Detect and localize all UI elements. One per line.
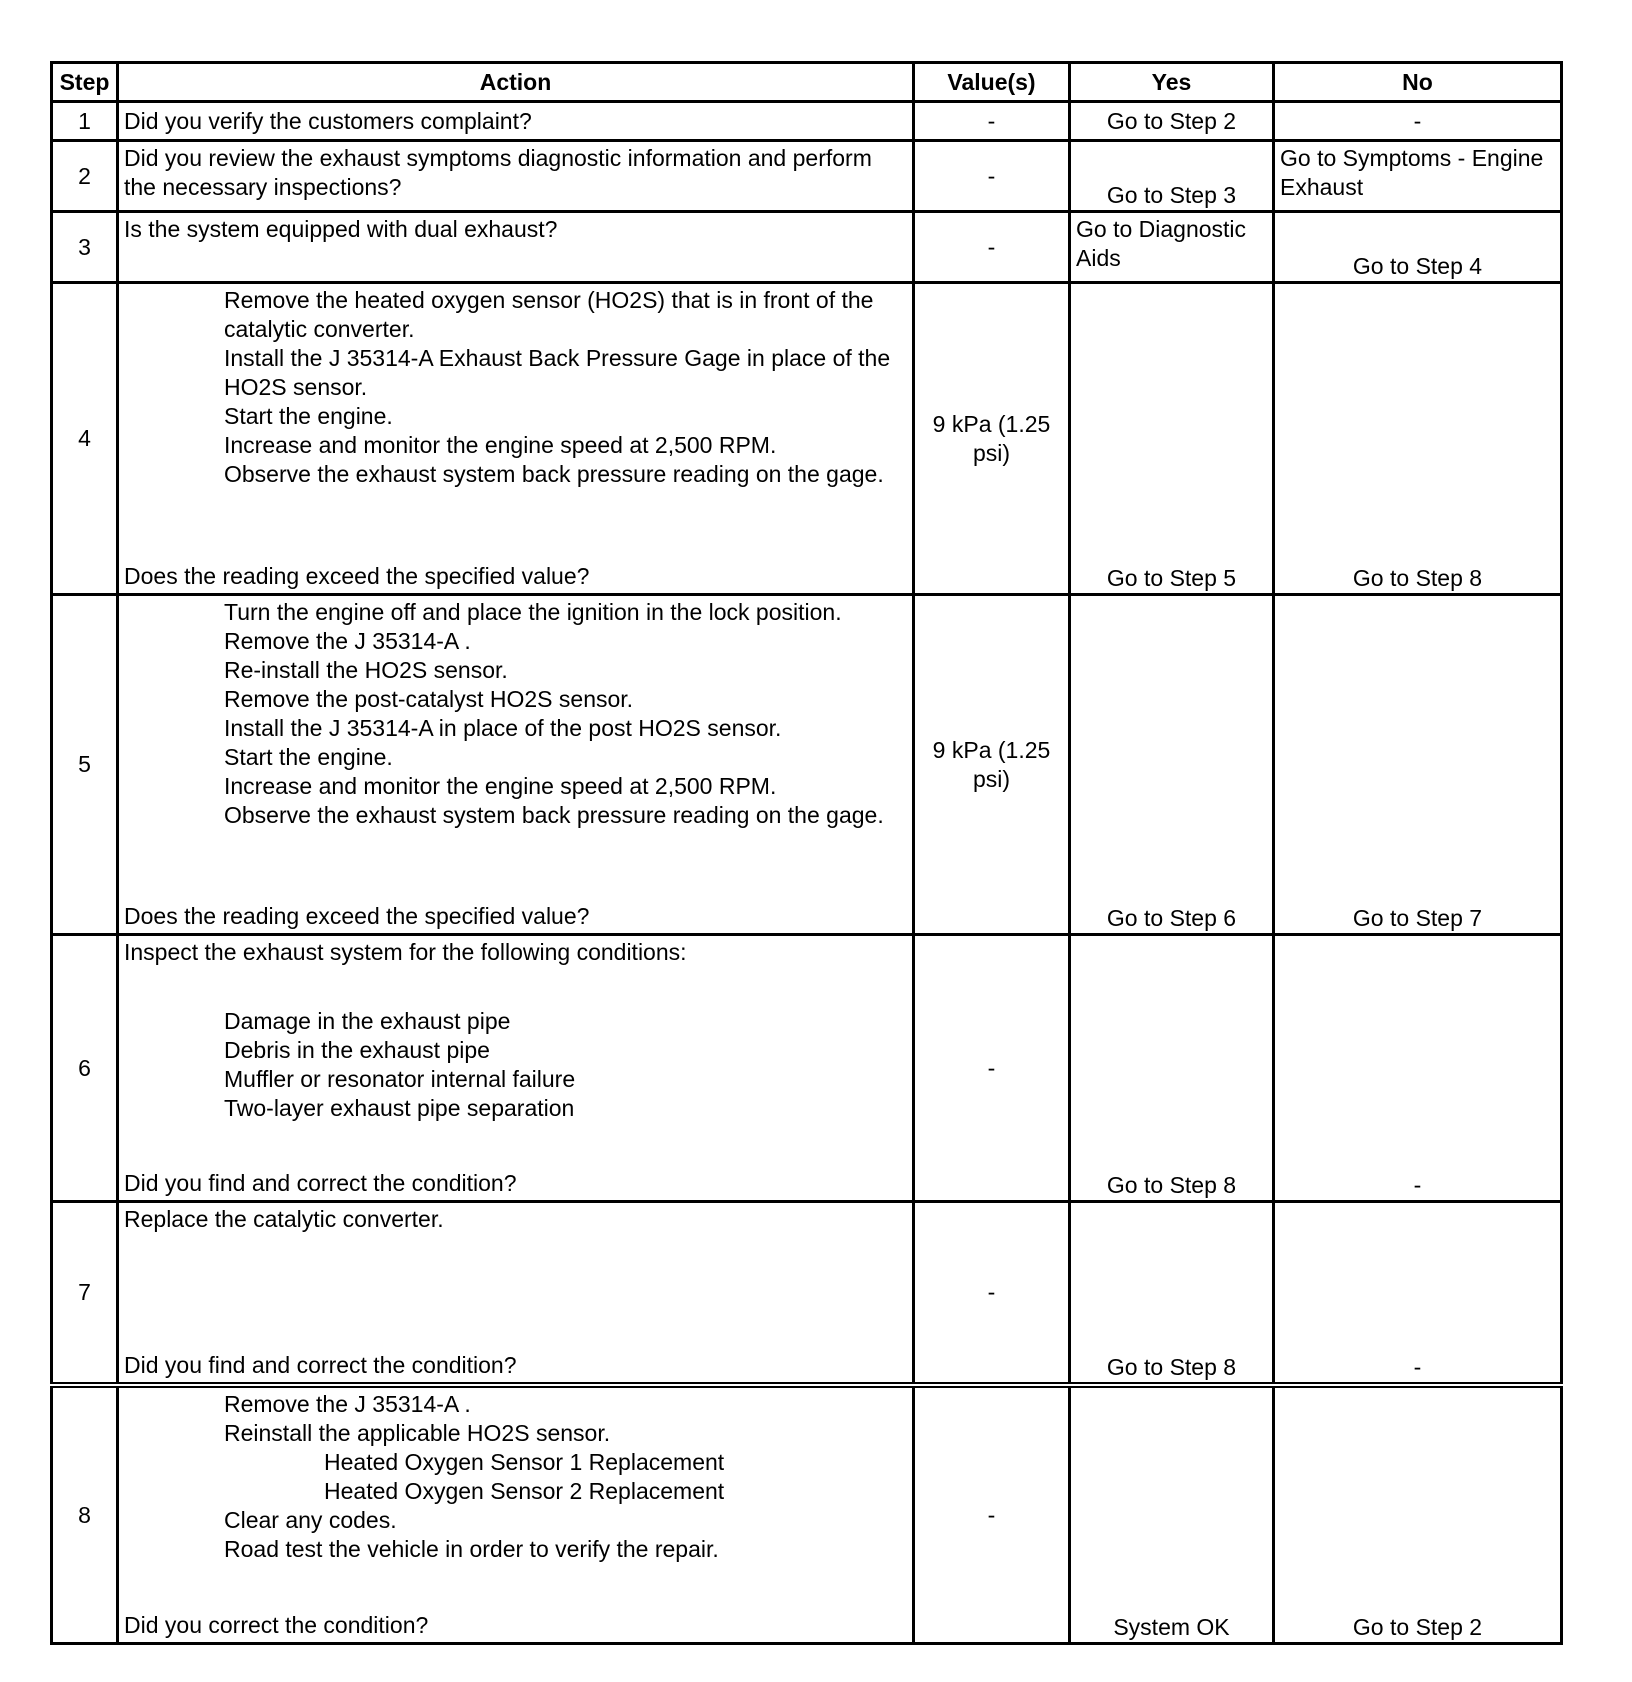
- instruction-item: Remove the J 35314-A .: [224, 1391, 471, 1417]
- value-cell: -: [914, 1202, 1070, 1386]
- condition-item: Two-layer exhaust pipe separation: [224, 1095, 575, 1121]
- instruction-item: Observe the exhaust system back pressure reading on the gage.: [224, 802, 884, 828]
- header-row: [52, 63, 1562, 102]
- instruction-item: Start the engine.: [224, 744, 393, 770]
- yes-cell: Go to Step 8: [1070, 935, 1274, 1202]
- table-row: [52, 141, 1562, 212]
- no-cell: -: [1274, 102, 1562, 141]
- table-row: [52, 935, 1562, 1202]
- instruction-item: Remove the post-catalyst HO2S sensor.: [224, 686, 634, 712]
- header-yes: Yes: [1070, 63, 1274, 102]
- table-row: [52, 595, 1562, 935]
- header-values: Value(s): [914, 63, 1070, 102]
- value-cell: -: [914, 141, 1070, 212]
- step-number: 4: [52, 283, 118, 595]
- diagnostic-table: [50, 61, 1563, 1645]
- instruction-item: Clear any codes.: [224, 1507, 397, 1533]
- instruction-item: Install the J 35314-A Exhaust Back Pressure Gage in place of the HO2S sensor.: [224, 345, 891, 400]
- no-cell: Go to Step 8: [1274, 283, 1562, 595]
- action-question: Did you find and correct the condition?: [124, 1352, 517, 1378]
- step-number: 7: [52, 1202, 118, 1386]
- action-cell: [118, 1202, 914, 1386]
- header-step: Step: [52, 63, 118, 102]
- no-cell: -: [1274, 1202, 1562, 1386]
- yes-cell: Go to Diagnostic Aids: [1070, 212, 1274, 283]
- instruction-item: Reinstall the applicable HO2S sensor.: [224, 1420, 611, 1446]
- action-intro: Replace the catalytic converter.: [124, 1206, 444, 1232]
- action-intro: Inspect the exhaust system for the following conditions:: [124, 939, 687, 965]
- action-question: Did you correct the condition?: [124, 1612, 429, 1638]
- yes-cell: Go to Step 8: [1070, 1202, 1274, 1386]
- action-cell: [118, 1385, 914, 1644]
- action-question: Does the reading exceed the specified value?: [124, 563, 590, 589]
- action-cell: [118, 935, 914, 1202]
- instruction-item: Remove the J 35314-A .: [224, 628, 471, 654]
- condition-item: Damage in the exhaust pipe: [224, 1008, 511, 1034]
- yes-cell: Go to Step 2: [1070, 102, 1274, 141]
- instruction-item: Re-install the HO2S sensor.: [224, 657, 508, 683]
- value-cell: 9 kPa (1.25 psi): [914, 283, 1070, 595]
- yes-cell: Go to Step 5: [1070, 283, 1274, 595]
- step-number: 8: [52, 1385, 118, 1644]
- action-question: Does the reading exceed the specified value?: [124, 903, 590, 929]
- action-question: Did you find and correct the condition?: [124, 1170, 517, 1196]
- no-cell: Go to Step 2: [1274, 1385, 1562, 1644]
- yes-cell: System OK: [1070, 1385, 1274, 1644]
- action-text: Did you review the exhaust symptoms diagnostic information and perform the necessary inspections?: [118, 141, 914, 212]
- condition-item: Muffler or resonator internal failure: [224, 1066, 576, 1092]
- yes-cell: Go to Step 6: [1070, 595, 1274, 935]
- action-cell: [118, 283, 914, 595]
- yes-cell: Go to Step 3: [1070, 141, 1274, 212]
- table-row: [52, 1385, 1562, 1644]
- table-row: [52, 212, 1562, 283]
- no-cell: Go to Step 4: [1274, 212, 1562, 283]
- action-cell: [118, 595, 914, 935]
- step-number: 3: [52, 212, 118, 283]
- step-number: 1: [52, 102, 118, 141]
- value-cell: -: [914, 935, 1070, 1202]
- table-row: [52, 102, 1562, 141]
- instruction-item: Increase and monitor the engine speed at 2,500 RPM.: [224, 432, 777, 458]
- condition-item: Debris in the exhaust pipe: [224, 1037, 490, 1063]
- value-cell: -: [914, 102, 1070, 141]
- no-cell: Go to Step 7: [1274, 595, 1562, 935]
- action-text: Did you verify the customers complaint?: [118, 102, 914, 141]
- no-cell: Go to Symptoms - Engine Exhaust: [1274, 141, 1562, 212]
- instruction-item: Road test the vehicle in order to verify the repair.: [224, 1536, 719, 1562]
- table-row: [52, 283, 1562, 595]
- step-number: 6: [52, 935, 118, 1202]
- instruction-item: Remove the heated oxygen sensor (HO2S) that is in front of the catalytic converter.: [224, 287, 874, 342]
- table-row: [52, 1202, 1562, 1386]
- value-cell: -: [914, 1385, 1070, 1644]
- instruction-subitem: Heated Oxygen Sensor 1 Replacement: [324, 1449, 725, 1475]
- instruction-item: Increase and monitor the engine speed at 2,500 RPM.: [224, 773, 777, 799]
- instruction-item: Start the engine.: [224, 403, 393, 429]
- value-cell: -: [914, 212, 1070, 283]
- instruction-item: Observe the exhaust system back pressure reading on the gage.: [224, 461, 884, 487]
- instruction-item: Install the J 35314-A in place of the post HO2S sensor.: [224, 715, 782, 741]
- step-number: 2: [52, 141, 118, 212]
- value-cell: 9 kPa (1.25 psi): [914, 595, 1070, 935]
- instruction-subitem: Heated Oxygen Sensor 2 Replacement: [324, 1478, 725, 1504]
- header-action: Action: [118, 63, 914, 102]
- action-text: Is the system equipped with dual exhaust?: [118, 212, 914, 283]
- no-cell: -: [1274, 935, 1562, 1202]
- step-number: 5: [52, 595, 118, 935]
- instruction-item: Turn the engine off and place the ignition in the lock position.: [224, 599, 842, 625]
- header-no: No: [1274, 63, 1562, 102]
